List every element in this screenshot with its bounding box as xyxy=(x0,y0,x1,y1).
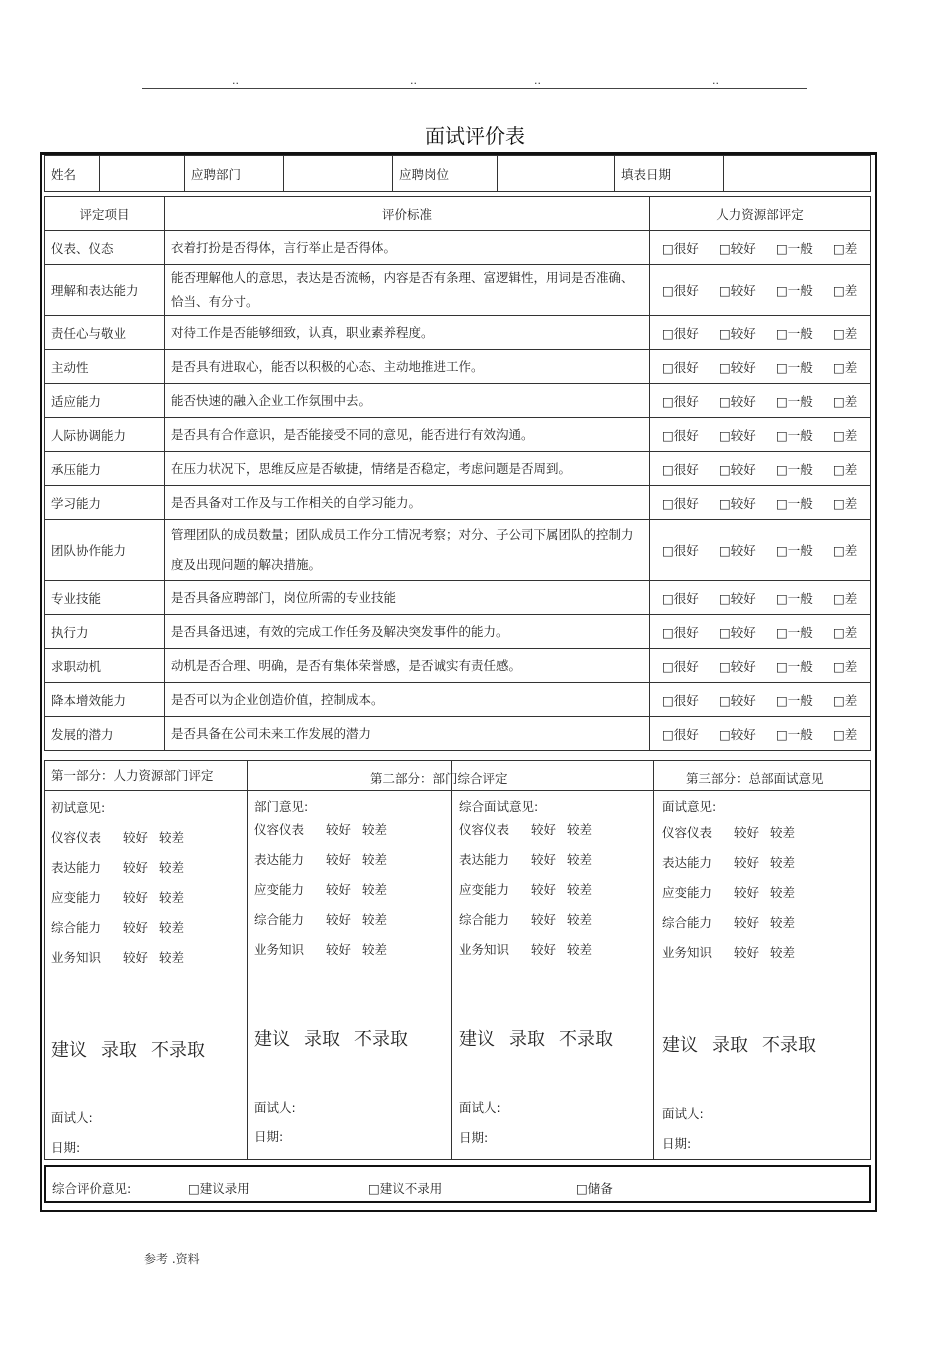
section-divider xyxy=(44,790,871,791)
criteria-label: 应变能力 xyxy=(51,890,102,905)
option-hire[interactable]: 录取 xyxy=(304,1029,340,1050)
option-bad[interactable]: 较差 xyxy=(159,890,185,905)
criteria-line xyxy=(254,820,398,850)
option-good[interactable]: 较好 xyxy=(326,942,352,957)
option-good[interactable]: 较好 xyxy=(531,882,557,897)
final-label: 综合评价意见: xyxy=(52,1181,132,1196)
rating-options xyxy=(650,418,871,452)
opinion-heading: 综合面试意见: xyxy=(459,799,539,814)
rating-options xyxy=(650,486,871,520)
rating-checkbox[interactable]: □差 xyxy=(833,427,858,443)
option-good[interactable]: 较好 xyxy=(123,950,149,965)
criteria-label: 综合能力 xyxy=(459,912,510,927)
criteria-label: 综合能力 xyxy=(51,920,102,935)
header-dot: .. xyxy=(232,74,239,87)
criteria-label: 表达能力 xyxy=(459,852,510,867)
option-recommend[interactable]: □建议录用 xyxy=(188,1181,250,1196)
item-criteria: 能否理解他人的意思，表达是否流畅，内容是否有条理、富逻辑性，用词是否准确、恰当、有分寸。 xyxy=(165,265,650,316)
rating-checkbox[interactable]: □很好 xyxy=(662,543,699,558)
advice-label: 建议 xyxy=(662,1035,698,1056)
criteria-line xyxy=(459,910,603,940)
rating-checkbox[interactable]: □差 xyxy=(833,543,858,558)
rating-checkbox[interactable]: □一般 xyxy=(776,461,813,477)
table-row xyxy=(45,452,871,486)
criteria-label: 表达能力 xyxy=(51,860,102,875)
criteria-line xyxy=(662,913,806,943)
criteria-label: 仪容仪表 xyxy=(459,822,510,837)
option-bad[interactable]: 较差 xyxy=(770,855,796,870)
option-good[interactable]: 较好 xyxy=(326,882,352,897)
rating-options xyxy=(650,683,871,717)
header-dot: .. xyxy=(534,74,541,87)
dept-label: 应聘部门 xyxy=(185,156,284,192)
option-good[interactable]: 较好 xyxy=(326,852,352,867)
evaluation-table xyxy=(44,196,871,751)
rating-checkbox[interactable]: □一般 xyxy=(776,283,813,298)
rating-checkbox[interactable]: □差 xyxy=(833,283,858,298)
criteria-label: 应变能力 xyxy=(662,885,713,900)
rating-checkbox[interactable]: □一般 xyxy=(776,658,813,674)
part3-title: 第三部分：总部面试意见 xyxy=(686,771,824,786)
item-name: 主动性 xyxy=(45,350,165,384)
option-hire[interactable]: 录取 xyxy=(509,1029,545,1050)
item-name: 学习能力 xyxy=(45,486,165,520)
rating-checkbox[interactable]: □差 xyxy=(833,393,858,409)
item-criteria: 在压力状况下，思维反应是否敏捷，情绪是否稳定，考虑问题是否周到。 xyxy=(165,452,650,486)
item-name: 团队协作能力 xyxy=(45,520,165,581)
option-bad[interactable]: 较差 xyxy=(159,860,185,875)
opinion-heading: 面试意见: xyxy=(662,799,717,814)
rating-checkbox[interactable]: □较好 xyxy=(719,461,756,477)
rating-checkbox[interactable]: □差 xyxy=(833,658,858,674)
table-row xyxy=(45,581,871,615)
option-bad[interactable]: 较差 xyxy=(159,830,185,845)
advice-label: 建议 xyxy=(51,1040,87,1061)
option-hire[interactable]: 录取 xyxy=(101,1040,137,1061)
criteria-line xyxy=(459,940,603,970)
rating-checkbox[interactable]: □较好 xyxy=(719,495,756,511)
rating-checkbox[interactable]: □很好 xyxy=(662,325,699,341)
table-row xyxy=(45,350,871,384)
rating-checkbox[interactable]: □差 xyxy=(833,495,858,511)
option-good[interactable]: 较好 xyxy=(734,885,760,900)
option-good[interactable]: 较好 xyxy=(326,912,352,927)
item-name: 降本增效能力 xyxy=(45,683,165,717)
item-name: 仪表、仪态 xyxy=(45,231,165,265)
item-criteria: 是否可以为企业创造价值，控制成本。 xyxy=(165,683,650,717)
col-header-item: 评定项目 xyxy=(45,197,165,231)
item-criteria: 是否具有进取心，能否以积极的心态、主动地推进工作。 xyxy=(165,350,650,384)
item-criteria: 是否具有合作意识，是否能接受不同的意见，能否进行有效沟通。 xyxy=(165,418,650,452)
item-criteria: 能否快速的融入企业工作氛围中去。 xyxy=(165,384,650,418)
advice-line xyxy=(459,1025,627,1051)
rating-checkbox[interactable]: □很好 xyxy=(662,590,699,606)
criteria-label: 表达能力 xyxy=(662,855,713,870)
header-dot: .. xyxy=(712,74,719,87)
page-title: 面试评价表 xyxy=(425,124,525,148)
part1-title: 第一部分：人力资源部门评定 xyxy=(51,768,214,783)
col-header-criteria: 评价标准 xyxy=(165,197,650,231)
rating-checkbox[interactable]: □较好 xyxy=(719,359,756,375)
option-hire[interactable]: 录取 xyxy=(712,1035,748,1056)
rating-options xyxy=(650,265,871,316)
rating-checkbox[interactable]: □很好 xyxy=(662,461,699,477)
rating-checkbox[interactable]: □很好 xyxy=(662,240,699,256)
rating-checkbox[interactable]: □一般 xyxy=(776,427,813,443)
table-row xyxy=(45,520,871,581)
criteria-line xyxy=(459,850,603,880)
option-bad[interactable]: 较差 xyxy=(159,920,185,935)
position-field[interactable] xyxy=(498,156,615,192)
item-name: 发展的潜力 xyxy=(45,717,165,751)
criteria-line xyxy=(459,820,603,850)
rating-checkbox[interactable]: □差 xyxy=(833,590,858,606)
option-bad[interactable]: 较差 xyxy=(770,885,796,900)
rating-checkbox[interactable]: □较好 xyxy=(719,325,756,341)
rating-options xyxy=(650,452,871,486)
criteria-line xyxy=(51,918,195,948)
criteria-label: 仪容仪表 xyxy=(254,822,305,837)
header-rule xyxy=(142,74,807,89)
rating-checkbox[interactable]: □很好 xyxy=(662,726,699,742)
advice-line xyxy=(51,1036,219,1062)
date-field[interactable] xyxy=(724,156,871,192)
info-table xyxy=(44,155,871,192)
option-bad[interactable]: 较差 xyxy=(362,942,388,957)
date-label: 日期: xyxy=(662,1136,692,1151)
criteria-label: 业务知识 xyxy=(662,945,713,960)
option-bad[interactable]: 较差 xyxy=(567,942,593,957)
criteria-line xyxy=(254,850,398,880)
criteria-line xyxy=(51,858,195,888)
option-bad[interactable]: 较差 xyxy=(567,882,593,897)
name-field[interactable] xyxy=(100,156,185,192)
criteria-label: 业务知识 xyxy=(254,942,305,957)
table-row xyxy=(45,384,871,418)
criteria-line xyxy=(459,880,603,910)
table-row xyxy=(45,486,871,520)
rating-options xyxy=(650,717,871,751)
rating-options xyxy=(650,649,871,683)
option-good[interactable]: 较好 xyxy=(531,912,557,927)
option-bad[interactable]: 较差 xyxy=(362,882,388,897)
option-reject[interactable]: 不录取 xyxy=(762,1035,816,1056)
item-criteria: 是否具备应聘部门，岗位所需的专业技能 xyxy=(165,581,650,615)
rating-checkbox[interactable]: □很好 xyxy=(662,692,699,708)
item-name: 适应能力 xyxy=(45,384,165,418)
option-reserve[interactable]: □储备 xyxy=(576,1181,613,1196)
option-good[interactable]: 较好 xyxy=(123,920,149,935)
item-name: 求职动机 xyxy=(45,649,165,683)
item-name: 专业技能 xyxy=(45,581,165,615)
rating-checkbox[interactable]: □较好 xyxy=(719,427,756,443)
date-label: 日期: xyxy=(459,1130,489,1145)
criteria-line xyxy=(254,880,398,910)
criteria-line xyxy=(662,943,806,973)
option-bad[interactable]: 较差 xyxy=(362,822,388,837)
rating-checkbox[interactable]: □较好 xyxy=(719,283,756,298)
item-name: 人际协调能力 xyxy=(45,418,165,452)
rating-options xyxy=(650,384,871,418)
interviewer-label: 面试人: xyxy=(459,1100,501,1115)
table-row xyxy=(45,717,871,751)
rating-checkbox[interactable]: □一般 xyxy=(776,393,813,409)
rating-checkbox[interactable]: □很好 xyxy=(662,624,699,640)
rating-checkbox[interactable]: □一般 xyxy=(776,495,813,511)
criteria-line xyxy=(51,828,195,858)
name-label: 姓名 xyxy=(45,156,100,192)
criteria-label: 应变能力 xyxy=(459,882,510,897)
rating-checkbox[interactable]: □较好 xyxy=(719,692,756,708)
criteria-label: 综合能力 xyxy=(254,912,305,927)
option-not-recommend[interactable]: □建议不录用 xyxy=(368,1181,443,1196)
criteria-line xyxy=(662,883,806,913)
option-bad[interactable]: 较差 xyxy=(770,825,796,840)
table-row xyxy=(45,649,871,683)
item-name: 理解和表达能力 xyxy=(45,265,165,316)
item-criteria: 动机是否合理、明确，是否有集体荣誉感，是否诚实有责任感。 xyxy=(165,649,650,683)
rating-checkbox[interactable]: □较好 xyxy=(719,726,756,742)
table-row xyxy=(45,316,871,350)
option-good[interactable]: 较好 xyxy=(734,915,760,930)
rating-checkbox[interactable]: □差 xyxy=(833,692,858,708)
criteria-label: 表达能力 xyxy=(254,852,305,867)
option-good[interactable]: 较好 xyxy=(734,825,760,840)
option-bad[interactable]: 较差 xyxy=(567,852,593,867)
item-criteria: 是否具备在公司未来工作发展的潜力 xyxy=(165,717,650,751)
final-evaluation-row xyxy=(44,1165,871,1203)
opinion-block xyxy=(459,797,538,815)
option-bad[interactable]: 较差 xyxy=(362,912,388,927)
option-bad[interactable]: 较差 xyxy=(159,950,185,965)
criteria-line xyxy=(254,910,398,940)
option-good[interactable]: 较好 xyxy=(734,855,760,870)
date-label: 日期: xyxy=(254,1129,284,1144)
dept-field[interactable] xyxy=(284,156,393,192)
option-good[interactable]: 较好 xyxy=(123,860,149,875)
opinion-block xyxy=(662,797,716,815)
criteria-line xyxy=(662,853,806,883)
rating-options xyxy=(650,615,871,649)
opinion-heading: 初试意见: xyxy=(51,800,106,815)
footer-note: 参考 .资料 xyxy=(144,1252,200,1266)
item-criteria: 是否具备迅速，有效的完成工作任务及解决突发事件的能力。 xyxy=(165,615,650,649)
rating-checkbox[interactable]: □一般 xyxy=(776,590,813,606)
criteria-line xyxy=(254,940,398,970)
option-bad[interactable]: 较差 xyxy=(567,912,593,927)
advice-label: 建议 xyxy=(254,1029,290,1050)
table-row xyxy=(45,418,871,452)
item-criteria: 管理团队的成员数量；团队成员工作分工情况考察；对分、子公司下属团队的控制力度及出现问题的解决措施。 xyxy=(165,520,650,581)
col-header-rating: 人力资源部评定 xyxy=(650,197,871,231)
item-name: 执行力 xyxy=(45,615,165,649)
rating-options xyxy=(650,520,871,581)
option-good[interactable]: 较好 xyxy=(531,822,557,837)
header-dot: .. xyxy=(410,74,417,87)
option-bad[interactable]: 较差 xyxy=(362,852,388,867)
advice-label: 建议 xyxy=(459,1029,495,1050)
criteria-label: 仪容仪表 xyxy=(51,830,102,845)
item-name: 承压能力 xyxy=(45,452,165,486)
criteria-line xyxy=(51,888,195,918)
rating-checkbox[interactable]: □一般 xyxy=(776,325,813,341)
option-good[interactable]: 较好 xyxy=(734,945,760,960)
date-label: 日期: xyxy=(51,1140,81,1155)
item-name: 责任心与敬业 xyxy=(45,316,165,350)
rating-checkbox[interactable]: □一般 xyxy=(776,692,813,708)
table-row xyxy=(45,615,871,649)
rating-checkbox[interactable]: □差 xyxy=(833,240,858,256)
option-reject[interactable]: 不录取 xyxy=(354,1029,408,1050)
interviewer-label: 面试人: xyxy=(51,1110,93,1125)
criteria-line xyxy=(662,823,806,853)
rating-checkbox[interactable]: □较好 xyxy=(719,658,756,674)
rating-options xyxy=(650,581,871,615)
option-good[interactable]: 较好 xyxy=(123,830,149,845)
rating-checkbox[interactable]: □一般 xyxy=(776,726,813,742)
rating-checkbox[interactable]: □一般 xyxy=(776,543,813,558)
rating-options xyxy=(650,316,871,350)
item-criteria: 对待工作是否能够细致，认真，职业素养程度。 xyxy=(165,316,650,350)
rating-checkbox[interactable]: □一般 xyxy=(776,359,813,375)
option-bad[interactable]: 较差 xyxy=(567,822,593,837)
rating-checkbox[interactable]: □一般 xyxy=(776,624,813,640)
criteria-line xyxy=(51,948,195,978)
option-good[interactable]: 较好 xyxy=(123,890,149,905)
item-criteria: 是否具备对工作及与工作相关的自学习能力。 xyxy=(165,486,650,520)
rating-checkbox[interactable]: □很好 xyxy=(662,393,699,409)
criteria-label: 仪容仪表 xyxy=(662,825,713,840)
criteria-label: 业务知识 xyxy=(51,950,102,965)
rating-checkbox[interactable]: □较好 xyxy=(719,590,756,606)
rating-checkbox[interactable]: □很好 xyxy=(662,495,699,511)
criteria-label: 业务知识 xyxy=(459,942,510,957)
rating-checkbox[interactable]: □很好 xyxy=(662,427,699,443)
option-bad[interactable]: 较差 xyxy=(770,945,796,960)
position-label: 应聘岗位 xyxy=(393,156,498,192)
rating-options xyxy=(650,350,871,384)
advice-line xyxy=(662,1031,830,1057)
option-good[interactable]: 较好 xyxy=(531,852,557,867)
rating-checkbox[interactable]: □较好 xyxy=(719,393,756,409)
rating-checkbox[interactable]: □差 xyxy=(833,461,858,477)
rating-checkbox[interactable]: □很好 xyxy=(662,283,699,298)
option-good[interactable]: 较好 xyxy=(531,942,557,957)
rating-checkbox[interactable]: □差 xyxy=(833,359,858,375)
rating-checkbox[interactable]: □较好 xyxy=(719,240,756,256)
interviewer-label: 面试人: xyxy=(662,1106,704,1121)
rating-checkbox[interactable]: □一般 xyxy=(776,240,813,256)
part2-title: 第二部分：部门综合评定 xyxy=(370,771,508,786)
rating-options xyxy=(650,231,871,265)
option-reject[interactable]: 不录取 xyxy=(559,1029,613,1050)
rating-checkbox[interactable]: □很好 xyxy=(662,359,699,375)
advice-line xyxy=(254,1025,422,1051)
date-label: 填表日期 xyxy=(615,156,724,192)
opinion-block xyxy=(254,797,308,815)
rating-checkbox[interactable]: □差 xyxy=(833,726,858,742)
rating-checkbox[interactable]: □差 xyxy=(833,624,858,640)
table-row xyxy=(45,683,871,717)
interviewer-label: 面试人: xyxy=(254,1100,296,1115)
option-good[interactable]: 较好 xyxy=(326,822,352,837)
item-criteria: 衣着打扮是否得体，言行举止是否得体。 xyxy=(165,231,650,265)
option-reject[interactable]: 不录取 xyxy=(151,1040,205,1061)
opinion-block xyxy=(51,798,105,816)
criteria-label: 综合能力 xyxy=(662,915,713,930)
criteria-label: 应变能力 xyxy=(254,882,305,897)
table-row xyxy=(45,265,871,316)
option-bad[interactable]: 较差 xyxy=(770,915,796,930)
table-row xyxy=(45,231,871,265)
rating-checkbox[interactable]: □较好 xyxy=(719,624,756,640)
opinion-heading: 部门意见: xyxy=(254,799,309,814)
rating-checkbox[interactable]: □较好 xyxy=(719,543,756,558)
rating-checkbox[interactable]: □差 xyxy=(833,325,858,341)
rating-checkbox[interactable]: □很好 xyxy=(662,658,699,674)
